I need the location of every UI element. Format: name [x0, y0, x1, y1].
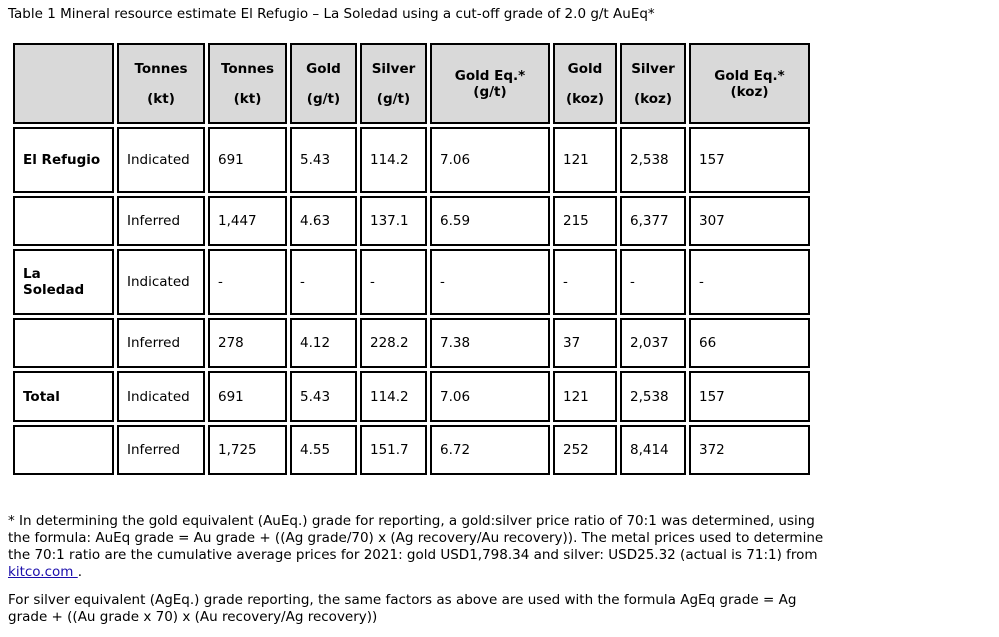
silver-koz-cell: 2,037 [620, 318, 686, 368]
gold-koz-cell: 37 [553, 318, 617, 368]
header-label: Silver [631, 60, 675, 77]
header-label: Tonnes [220, 60, 275, 77]
kitco-link[interactable]: kitco.com [8, 564, 78, 580]
table-caption: Table 1 Mineral resource estimate El Refugio – La Soledad using a cut-off grade of 2.0 g/t AuEq* [8, 6, 655, 22]
gold-koz-cell: - [553, 249, 617, 315]
table-row [13, 371, 810, 421]
silver-grade-cell: - [360, 249, 427, 315]
table-row [13, 249, 810, 315]
header-label: Silver [371, 60, 416, 77]
table-row [13, 318, 810, 368]
header-unit: (g/t) [473, 83, 507, 100]
goldeq-grade-cell: 6.59 [430, 196, 550, 246]
gold-grade-cell: 4.63 [290, 196, 357, 246]
gold-koz-cell: 252 [553, 425, 617, 475]
deposit-cell [13, 425, 114, 475]
goldeq-grade-cell: 6.72 [430, 425, 550, 475]
silver-koz-cell: 2,538 [620, 371, 686, 421]
silver-koz-cell: 6,377 [620, 196, 686, 246]
goldeq-koz-cell: 157 [689, 371, 810, 421]
header-goldeq-koz [689, 43, 810, 124]
gold-grade-cell: - [290, 249, 357, 315]
goldeq-koz-cell: 157 [689, 127, 810, 193]
header-gold-koz [553, 43, 617, 124]
category-cell: Indicated [117, 371, 205, 421]
table-row [13, 196, 810, 246]
resource-table [10, 40, 813, 478]
tonnes-cell: 278 [208, 318, 287, 368]
table-row [13, 425, 810, 475]
header-unit: (g/t) [306, 90, 341, 107]
header-unit: (koz) [633, 90, 673, 107]
header-row [13, 43, 810, 124]
goldeq-grade-cell: 7.06 [430, 371, 550, 421]
goldeq-grade-cell: 7.38 [430, 318, 550, 368]
silver-grade-cell: 151.7 [360, 425, 427, 475]
deposit-cell: El Refugio [13, 127, 114, 193]
goldeq-koz-cell: 307 [689, 196, 810, 246]
tonnes-cell: 691 [208, 127, 287, 193]
tonnes-cell: 1,447 [208, 196, 287, 246]
gold-koz-cell: 121 [553, 371, 617, 421]
header-silver-koz [620, 43, 686, 124]
header-gold-grade [290, 43, 357, 124]
header-unit: (g/t) [376, 90, 411, 107]
header-label: Tonnes [134, 60, 188, 77]
deposit-cell [13, 318, 114, 368]
tonnes-cell: 691 [208, 371, 287, 421]
gold-koz-cell: 215 [553, 196, 617, 246]
header-deposit [13, 43, 114, 124]
footnotes [8, 513, 828, 637]
gold-grade-cell: 5.43 [290, 127, 357, 193]
footnote-goldeq-end: . [77, 564, 83, 580]
goldeq-koz-cell: - [689, 249, 810, 315]
category-cell: Inferred [117, 196, 205, 246]
gold-grade-cell: 4.12 [290, 318, 357, 368]
goldeq-koz-cell: 372 [689, 425, 810, 475]
goldeq-grade-cell: - [430, 249, 550, 315]
silver-koz-cell: - [620, 249, 686, 315]
header-unit: (kt) [233, 90, 262, 107]
header-tonnes [208, 43, 287, 124]
silver-grade-cell: 114.2 [360, 371, 427, 421]
deposit-cell: La Soledad [13, 249, 114, 315]
header-label: Gold Eq.* [714, 67, 785, 84]
header-goldeq-grade [430, 43, 550, 124]
category-cell: Inferred [117, 425, 205, 475]
tonnes-cell: - [208, 249, 287, 315]
header-unit: (kt) [147, 90, 175, 107]
silver-grade-cell: 137.1 [360, 196, 427, 246]
header-label: Gold Eq.* [454, 67, 526, 84]
goldeq-koz-cell: 66 [689, 318, 810, 368]
category-cell: Inferred [117, 318, 205, 368]
header-unit: (koz) [565, 90, 605, 107]
silver-grade-cell: 114.2 [360, 127, 427, 193]
footnote-goldeq-text: * In determining the gold equivalent (AuEq.) grade for reporting, a gold:silver price ratio of 70:1 was determined, using the formula: AuEq grade = Au grade + ((Ag grade/70) x (Ag recovery/Au recovery)). The metal prices used to determine the 70:1 ratio are the cumulative average prices for 2021: gold USD1,798.34 and silver: USD25.32 (actual is 71:1) from [8, 513, 824, 563]
silver-koz-cell: 2,538 [620, 127, 686, 193]
header-tonnes-category [117, 43, 205, 124]
footnote-goldeq [8, 513, 828, 581]
deposit-cell: Total [13, 371, 114, 421]
header-label: Gold [306, 60, 341, 77]
header-unit: (koz) [730, 83, 769, 100]
silver-koz-cell: 8,414 [620, 425, 686, 475]
deposit-cell [13, 196, 114, 246]
silver-grade-cell: 228.2 [360, 318, 427, 368]
header-label: Gold [567, 60, 603, 77]
gold-grade-cell: 5.43 [290, 371, 357, 421]
header-silver-grade [360, 43, 427, 124]
category-cell: Indicated [117, 249, 205, 315]
category-cell: Indicated [117, 127, 205, 193]
gold-koz-cell: 121 [553, 127, 617, 193]
tonnes-cell: 1,725 [208, 425, 287, 475]
goldeq-grade-cell: 7.06 [430, 127, 550, 193]
table-row [13, 127, 810, 193]
gold-grade-cell: 4.55 [290, 425, 357, 475]
footnote-ageq: For silver equivalent (AgEq.) grade reporting, the same factors as above are used with the formula AgEq grade = Ag grade + ((Au grade x 70) x (Au recovery/Ag recovery)) [8, 592, 797, 625]
